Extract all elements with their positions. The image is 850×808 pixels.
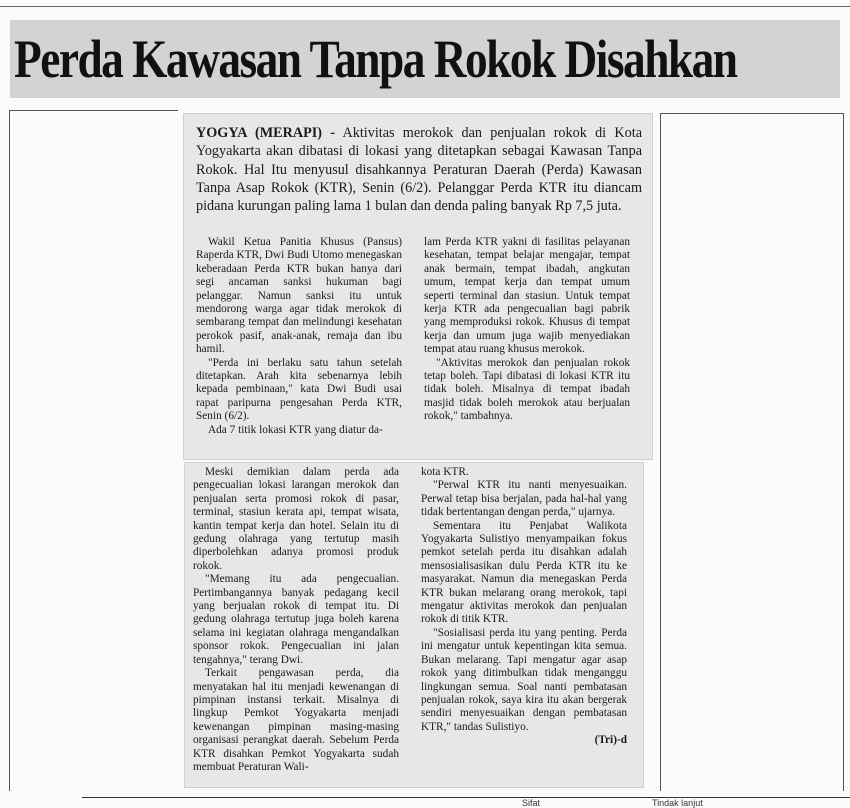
paragraph: "Perwal KTR itu nanti menyesuaikan. Perwal tetap bisa berjalan, pada hal-hal yang tidak bertentangan dengan perda," ujarnya. <box>421 479 627 519</box>
lead-text: Aktivitas merokok dan penjualan rokok di Kota Yogyakarta akan dibatasi di lokasi yang ditetapkan sebagai Kawasan Tanpa Rokok. Hal Itu menyusul disahkannya Peraturan Daerah (Perda) Kawasan Tanpa Asap Rokok (KTR), Senin (6/2). Pelanggar Perda KTR itu diancam pidana kurungan paling lama 1 bulan dan denda paling banyak Rp 7,5 juta. <box>196 125 642 215</box>
paragraph: Terkait pengawasan perda, dia menyatakan hal itu menjadi kewenangan di pimpinan instansi terkait. Misalnya di lingkup Pemkot Yogyakarta menjadi kewenangan pimpinan masing-masing organisasi perangkat daerah. Sebelum Perda KTR disahkan Pemkot Yogyakarta sudah membuat Peraturan Wali- <box>193 667 399 773</box>
body-column-1 <box>196 236 402 437</box>
paragraph: "Memang itu ada pengecualian. Pertimbangannya banyak pedagang kecil yang berjualan rokok di tempat itu. Di gedung olahraga tertutup juga boleh karena selama ini kegiatan olahraga mengandalkan sponsor rokok. Pengecualian ini jalan tengahnya," terang Dwi. <box>193 573 399 666</box>
paragraph: Sementara itu Penjabat Walikota Yogyakarta Sulistiyo menyampaikan fokus pemkot setelah perda itu disahkan adalah mensosialisasikan dulu Perda KTR itu ke masyarakat. Namun dia menegaskan Perda KTR bukan melarang orang merokok, tapi mengatur aktivitas merokok dan penjualan rokok di titik KTR. <box>421 519 627 626</box>
lead-paragraph <box>196 124 642 215</box>
body-column-3 <box>193 466 399 774</box>
footer-label-tindak-lanjut: Tindak lanjut <box>652 798 703 808</box>
page-top-rule <box>0 6 850 7</box>
paragraph: Wakil Ketua Panitia Khusus (Pansus) Raperda KTR, Dwi Budi Utomo menegaskan keberadaan Perda KTR bukan hanya dari segi ancaman sanksi hukuman bagi pelanggar. Namun sanksi itu untuk mendorong warga agar tidak merokok di sembarang tempat dan melindungi kesehatan perokok pasif, anak-anak, remaja dan ibu hamil. <box>196 236 402 356</box>
body-column-2 <box>424 236 630 424</box>
paragraph: "Perda ini berlaku satu tahun setelah ditetapkan. Arah kita sebenarnya lebih kepada pembinaan," kata Dwi Budi usai rapat paripurna pengesahan Perda KTR, Senin (6/2). <box>196 356 402 423</box>
dateline: YOGYA (MERAPI) - <box>196 125 335 141</box>
author-signoff: (Tri)-d <box>594 734 627 747</box>
paragraph: "Sosialisasi perda itu yang penting. Perda ini mengatur untuk kepentingan kita semua. Bukan melarang. Tapi mengatur agar asap rokok yang ditimbulkan tidak menganggu lingkungan semua. Soal nanti pembatasan penjualan rokok, saya kira itu akan bergerak sendiri menyesuaikan dengan pembatasan KTR," tandas Sulistiyo. <box>421 626 627 733</box>
left-frame <box>9 110 178 791</box>
right-frame <box>660 113 844 791</box>
paragraph: lam Perda KTR yakni di fasilitas pelayanan kesehatan, tempat belajar mengajar, tempat anak bermain, tempat ibadah, angkutan umum, tempat kerja dan tempat umum seperti terminal dan stasiun. Untuk tempat kerja KTR ada pengecualian bagi pabrik yang memproduksi rokok. Khusus di tempat kerja dan umum juga wajib menyediakan tempat atau ruang khusus merokok. <box>424 236 630 356</box>
paragraph: Meski demikian dalam perda ada pengecualian lokasi larangan merokok dan penjualan serta promosi rokok di pasar, terminal, stasiun kerata api, tempat wisata, kantin tempat kerja dan hotel. Selain itu di gedung olahraga yang tertutup masih diperbolehkan adanya promosi produk rokok. <box>193 466 399 572</box>
paragraph: kota KTR. <box>421 466 469 478</box>
bottom-rule <box>82 797 850 798</box>
paragraph: "Aktivitas merokok dan penjualan rokok tetap boleh. Tapi dibatasi di lokasi KTR itu tidak boleh. Misalnya di tempat ibadah masjid tidak boleh merokok atau berjualan rokok," tambahnya. <box>424 356 630 423</box>
body-column-4 <box>421 466 627 748</box>
headline: Perda Kawasan Tanpa Rokok Disahkan <box>14 29 737 89</box>
footer-label-sifat: Sifat <box>522 798 541 808</box>
paragraph: Ada 7 titik lokasi KTR yang diatur da- <box>208 423 383 436</box>
